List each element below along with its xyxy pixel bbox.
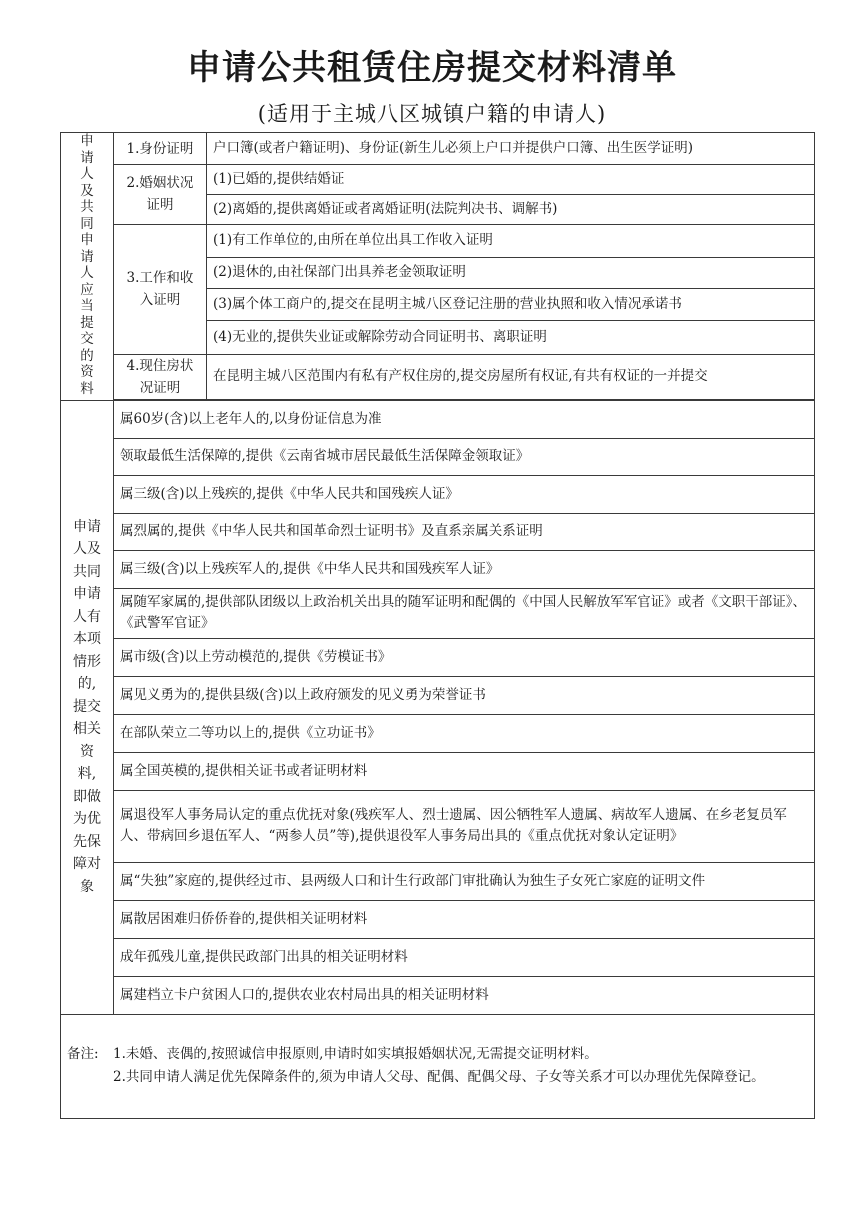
priority-item: 属随军家属的,提供部队团级以上政治机关出具的随军证明和配偶的《中国人民解放军军官证》或者《文职干部证》、《武警军官证》 [114,588,815,638]
priority-item: 属“失独”家庭的,提供经过市、县两级人口和计生行政部门审批确认为独生子女死亡家庭的证明文件 [114,862,815,900]
required-section-label [61,133,114,401]
note-row-1 [67,1043,808,1066]
priority-item: 属市级(含)以上劳动模范的,提供《劳模证书》 [114,638,815,676]
detail-income-2: (2)退休的,由社保部门出具养老金领取证明 [207,257,815,288]
priority-item: 在部队荣立二等功以上的,提供《立功证书》 [114,714,815,752]
priority-item: 属建档立卡户贫困人口的,提供农业农村局出具的相关证明材料 [114,976,815,1014]
detail-income-4: (4)无业的,提供失业证或解除劳动合同证明书、离职证明 [207,320,815,354]
detail-identity: 户口簿(或者户籍证明)、身份证(新生儿必须上户口并提供户口簿、出生医学证明) [207,133,815,165]
detail-marital-2: (2)离婚的,提供离婚证或者离婚证明(法院判决书、调解书) [207,194,815,224]
priority-item: 属三级(含)以上残疾军人的,提供《中华人民共和国残疾军人证》 [114,550,815,588]
detail-income-1: (1)有工作单位的,由所在单位出具工作收入证明 [207,224,815,257]
notes-label-spacer [67,1066,113,1089]
priority-item: 属三级(含)以上残疾的,提供《中华人民共和国残疾人证》 [114,475,815,513]
materials-table [60,132,815,1119]
priority-item: 属60岁(含)以上老年人的,以身份证信息为准 [114,400,815,438]
note-row-2 [67,1066,808,1089]
page-title: 申请公共租赁住房提交材料清单 [187,48,677,88]
category-income: 3.工作和收入证明 [114,224,207,354]
priority-item: 属散居困难归侨侨眷的,提供相关证明材料 [114,900,815,938]
page-subtitle: (适用于主城八区城镇户籍的申请人) [257,102,607,126]
category-identity: 1.身份证明 [114,133,207,165]
note-item: 1.未婚、丧偶的,按照诚信申报原则,申请时如实填报婚姻状况,无需提交证明材料。 [113,1046,598,1062]
detail-housing: 在昆明主城八区范围内有私有产权住房的,提交房屋所有权证,有共有权证的一并提交 [207,354,815,399]
notes-label: 备注: [67,1046,99,1062]
priority-section-label [61,400,114,1014]
priority-item: 成年孤残儿童,提供民政部门出具的相关证明材料 [114,938,815,976]
notes-cell [61,1014,815,1118]
category-marital: 2.婚姻状况证明 [114,165,207,225]
priority-item: 属见义勇为的,提供县级(含)以上政府颁发的见义勇为荣誉证书 [114,676,815,714]
detail-income-3: (3)属个体工商户的,提交在昆明主城八区登记注册的营业执照和收入情况承诺书 [207,288,815,320]
priority-side-label: 申请人及共同申请人有本项情形的,提交相关资料,即做为优先保障对象 [73,518,101,895]
priority-item: 属全国英模的,提供相关证书或者证明材料 [114,752,815,790]
detail-marital-1: (1)已婚的,提供结婚证 [207,165,815,195]
note-item: 2.共同申请人满足优先保障条件的,须为申请人父母、配偶、配偶父母、子女等关系才可以办理优先保障登记。 [113,1069,765,1085]
priority-item: 领取最低生活保障的,提供《云南省城市居民最低生活保障金领取证》 [114,438,815,475]
category-housing: 4.现住房状况证明 [114,354,207,399]
required-side-label: 申请人及共同申请人应当提交的资料 [80,133,94,397]
priority-item: 属烈属的,提供《中华人民共和国革命烈士证明书》及直系亲属关系证明 [114,513,815,550]
priority-item: 属退役军人事务局认定的重点优抚对象(残疾军人、烈士遗属、因公牺牲军人遗属、病故军人遗属、在乡老复员军人、带病回乡退伍军人、“两参人员”等),提供退役军人事务局出具的《重点优抚对象认定证明》 [114,790,815,862]
